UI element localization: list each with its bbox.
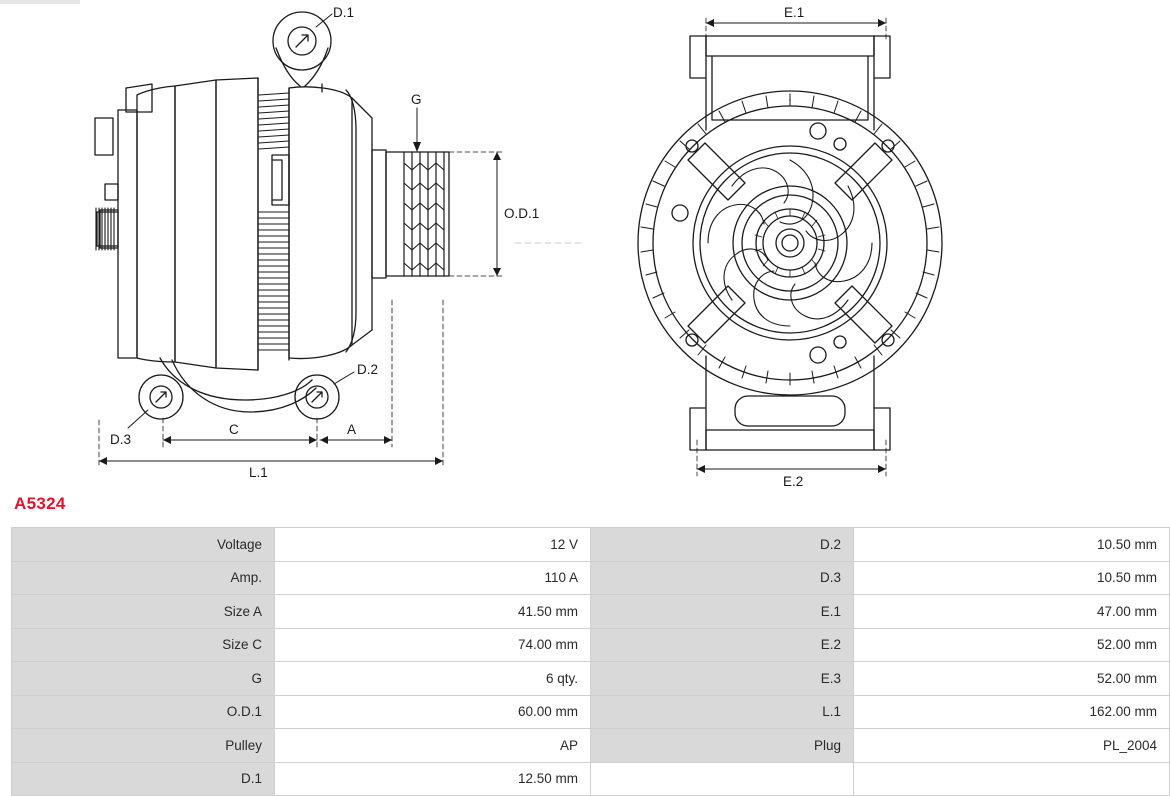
label-e1: E.1	[784, 5, 805, 20]
part-number: A5324	[14, 494, 66, 513]
spec-value-empty	[854, 762, 1170, 796]
label-d1: D.1	[333, 5, 355, 20]
spec-label: L.1	[591, 695, 854, 729]
spec-label: Size A	[12, 595, 275, 629]
side-view-group	[95, 12, 583, 468]
label-g: G	[411, 92, 422, 107]
label-c: C	[229, 422, 239, 437]
spec-value: 52.00 mm	[854, 662, 1170, 696]
spec-label: D.3	[591, 561, 854, 595]
spec-label: Amp.	[12, 561, 275, 595]
table-row	[12, 729, 1170, 763]
spec-label: O.D.1	[12, 695, 275, 729]
spec-label: Pulley	[12, 729, 275, 763]
spec-label: G	[12, 662, 275, 696]
label-d3: D.3	[110, 432, 132, 447]
label-a: A	[347, 422, 357, 437]
spec-value: AP	[275, 729, 591, 763]
spec-label: E.3	[591, 662, 854, 696]
table-row	[12, 662, 1170, 696]
spec-label: E.1	[591, 595, 854, 629]
spec-label: D.2	[591, 528, 854, 562]
spec-value: 47.00 mm	[854, 595, 1170, 629]
spec-value: 74.00 mm	[275, 628, 591, 662]
specification-table	[11, 527, 1170, 796]
spec-value: 110 A	[275, 561, 591, 595]
spec-value: 12 V	[275, 528, 591, 562]
label-l1: L.1	[249, 465, 268, 480]
spec-label-empty	[591, 762, 854, 796]
table-row	[12, 762, 1170, 796]
label-d2: D.2	[357, 362, 379, 377]
front-view-group	[638, 18, 942, 476]
label-od1: O.D.1	[504, 206, 540, 221]
spec-value: 12.50 mm	[275, 762, 591, 796]
spec-value: 41.50 mm	[275, 595, 591, 629]
spec-label: Voltage	[12, 528, 275, 562]
spec-label: E.2	[591, 628, 854, 662]
table-row	[12, 561, 1170, 595]
spec-label: D.1	[12, 762, 275, 796]
table-row	[12, 528, 1170, 562]
spec-value: 60.00 mm	[275, 695, 591, 729]
spec-value: PL_2004	[854, 729, 1170, 763]
spec-value: 52.00 mm	[854, 628, 1170, 662]
label-e2: E.2	[783, 474, 804, 489]
table-row	[12, 595, 1170, 629]
spec-value: 10.50 mm	[854, 528, 1170, 562]
spec-value: 162.00 mm	[854, 695, 1170, 729]
spec-value: 10.50 mm	[854, 561, 1170, 595]
spec-label: Size C	[12, 628, 275, 662]
spec-value: 6 qty.	[275, 662, 591, 696]
table-row	[12, 695, 1170, 729]
spec-label: Plug	[591, 729, 854, 763]
table-row	[12, 628, 1170, 662]
